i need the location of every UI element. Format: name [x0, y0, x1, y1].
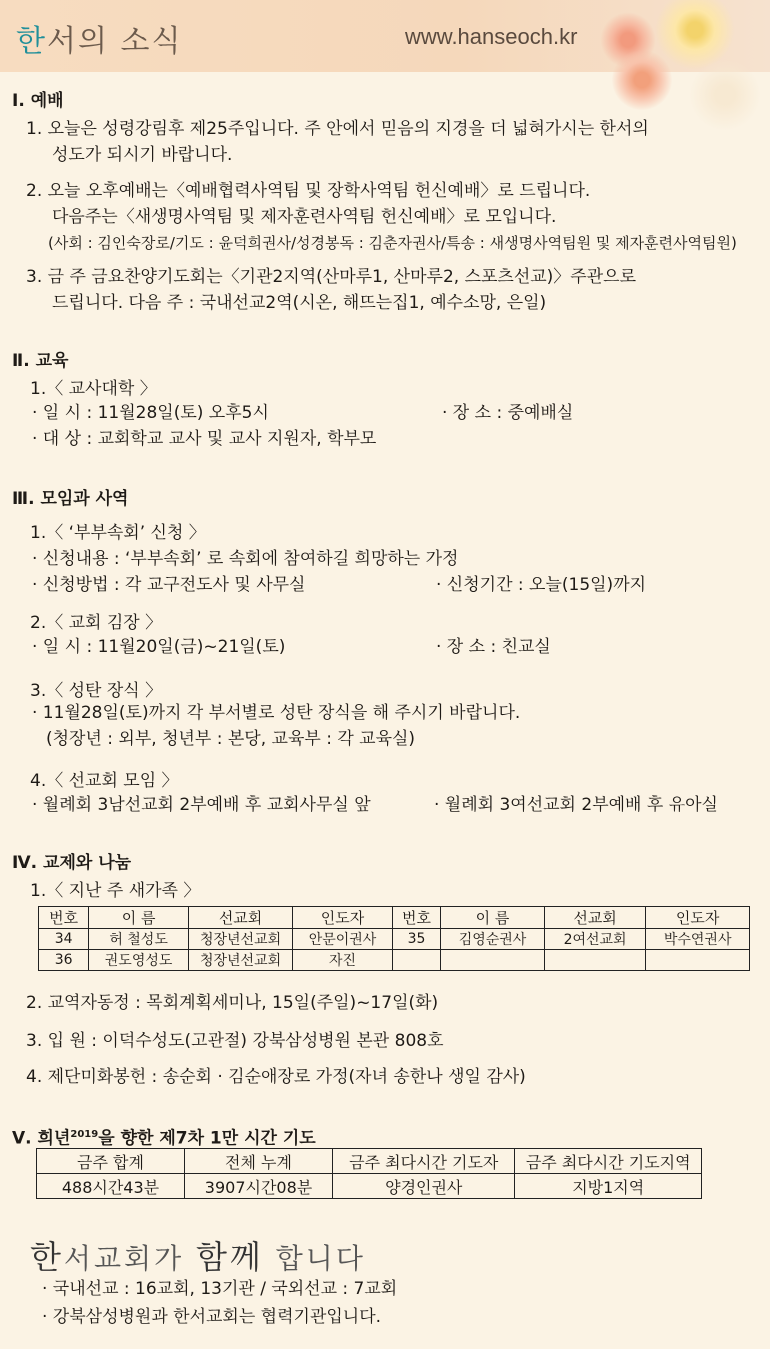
section-1-title: Ⅰ. 예배: [12, 91, 64, 111]
footer-line2: · 강북삼성병원과 한서교회는 협력기관입니다.: [42, 1307, 382, 1327]
section-4-title: Ⅳ. 교제와 나눔: [12, 853, 132, 873]
s1-item2-line1: 2. 오늘 오후예배는〈예배협력사역팀 및 장학사역팀 헌신예배〉로 드립니다.: [26, 181, 591, 201]
prayer-stats-table: [36, 1148, 702, 1199]
table-row: [37, 1174, 702, 1199]
table-header: 번호: [39, 907, 89, 929]
table-cell: 지방1지역: [515, 1174, 702, 1199]
s3-item3-line2: (청장년 : 외부, 청년부 : 본당, 교육부 : 각 교육실): [46, 729, 416, 749]
table-header: 인도자: [293, 907, 393, 929]
table-header: 금주 합계: [37, 1149, 185, 1174]
s1-item1-line1: 1. 오늘은 성령강림후 제25주입니다. 주 안에서 믿음의 지경을 더 넓혀가시는 한서의: [26, 119, 649, 139]
s3-item2: 2.〈 교회 김장 〉: [30, 613, 163, 633]
table-cell: 34: [39, 929, 89, 950]
footer-title: [30, 1232, 366, 1278]
s3-item1-content: · 신청내용 : ‘부부속회’ 로 속회에 참여하길 희망하는 가정: [32, 549, 459, 569]
s3-item3: 3.〈 성탄 장식 〉: [30, 681, 163, 701]
table-cell: 488시간43분: [37, 1174, 185, 1199]
section-2-title: Ⅱ. 교육: [12, 351, 69, 371]
new-family-table: [38, 906, 750, 971]
footer-title-part: 합니다: [263, 1242, 366, 1275]
footer-line1: · 국내선교 : 16교회, 13기관 / 국외선교 : 7교회: [42, 1279, 398, 1299]
s1-item3-line2: 드립니다. 다음 주 : 국내선교2역(시온, 해뜨는집1, 예수소망, 은일): [52, 293, 547, 313]
table-cell: 안문이권사: [293, 929, 393, 950]
table-cell: 35: [392, 929, 440, 950]
table-cell: 청장년선교회: [188, 929, 292, 950]
table-header: 전체 누계: [184, 1149, 332, 1174]
section-3-title: Ⅲ. 모임과 사역: [12, 489, 129, 509]
s1-item2-line3: (사회 : 김인숙장로/기도 : 윤덕희권사/성경봉독 : 김춘자권사/특송 : 새생명사역팀원 및 제자훈련사역팀원): [48, 234, 737, 252]
section-5-title-sup: 2019: [70, 1129, 99, 1140]
s4-item3: 3. 입 원 : 이덕수성도(고관절) 강북삼성병원 본관 808호: [26, 1031, 444, 1051]
table-header: 이 름: [89, 907, 189, 929]
footer-title-part: 서교회가: [63, 1242, 197, 1275]
table-cell: 양경인권사: [333, 1174, 515, 1199]
newsletter-title: [16, 16, 182, 60]
table-cell: 3907시간08분: [184, 1174, 332, 1199]
section-5-title-a: Ⅴ. 희년: [12, 1128, 71, 1149]
table-cell: 2여선교회: [544, 929, 646, 950]
table-cell: 허 철성도: [89, 929, 189, 950]
table-cell: [646, 950, 750, 971]
s4-item1: 1.〈 지난 주 새가족 〉: [30, 881, 201, 901]
s1-item1-line2: 성도가 되시기 바랍니다.: [52, 145, 233, 165]
s2-target: · 대 상 : 교회학교 교사 및 교사 지원자, 학부모: [32, 429, 377, 449]
s4-item4: 4. 제단미화봉헌 : 송순회 · 김순애장로 가정(자녀 송한나 생일 감사): [26, 1067, 526, 1087]
table-cell: [392, 950, 440, 971]
table-header-row: [39, 907, 750, 929]
s1-item2-line2: 다음주는〈새생명사역팀 및 제자훈련사역팀 헌신예배〉로 모입니다.: [52, 207, 557, 227]
section-5-title-b: 을 향한 제7차 1만 시간 기도: [98, 1128, 316, 1149]
s3-item2-date: · 일 시 : 11월20일(금)~21일(토): [32, 637, 286, 657]
title-first-char: 한: [16, 24, 47, 59]
s3-item3-line1: · 11월28일(토)까지 각 부서별로 성탄 장식을 해 주시기 바랍니다.: [32, 703, 521, 723]
section-5-title: [12, 1124, 316, 1150]
s3-item4-women: · 월례회 3여선교회 2부예배 후 유아실: [434, 795, 718, 815]
table-row: [39, 950, 750, 971]
s3-item1-period: · 신청기간 : 오늘(15일)까지: [436, 575, 647, 595]
s3-item2-place: · 장 소 : 친교실: [436, 637, 551, 657]
s2-date: · 일 시 : 11월28일(토) 오후5시: [32, 403, 269, 423]
s3-item4-men: · 월례회 3남선교회 2부예배 후 교회사무실 앞: [32, 795, 371, 815]
s4-item2: 2. 교역자동정 : 목회계획세미나, 15일(주일)~17일(화): [26, 993, 439, 1013]
table-cell: 36: [39, 950, 89, 971]
s3-item4: 4.〈 선교회 모임 〉: [30, 771, 179, 791]
table-cell: 박수연권사: [646, 929, 750, 950]
table-header: 번호: [392, 907, 440, 929]
s3-item1: 1.〈 ‘부부속회’ 신청 〉: [30, 523, 206, 543]
table-header: 선교회: [188, 907, 292, 929]
table-header: 인도자: [646, 907, 750, 929]
s1-item3-line1: 3. 금 주 금요찬양기도회는〈기관2지역(산마루1, 산마루2, 스포츠선교)〉주관으로: [26, 267, 636, 287]
table-cell: [544, 950, 646, 971]
website-url[interactable]: www.hanseoch.kr: [405, 24, 578, 49]
s2-item1: 1.〈 교사대학 〉: [30, 379, 157, 399]
table-cell: 권도영성도: [89, 950, 189, 971]
table-header: 선교회: [544, 907, 646, 929]
table-header-row: [37, 1149, 702, 1174]
table-header: 이 름: [441, 907, 545, 929]
table-row: [39, 929, 750, 950]
table-cell: 김영순권사: [441, 929, 545, 950]
table-cell: 청장년선교회: [188, 950, 292, 971]
footer-title-part: 함께: [196, 1238, 264, 1276]
title-rest: 서의 소식: [46, 24, 183, 59]
footer-title-part: 한: [30, 1238, 64, 1276]
s3-item1-method: · 신청방법 : 각 교구전도사 및 사무실: [32, 575, 306, 595]
table-cell: [441, 950, 545, 971]
s2-place: · 장 소 : 중예배실: [442, 403, 574, 423]
table-header: 금주 최다시간 기도지역: [515, 1149, 702, 1174]
table-header: 금주 최다시간 기도자: [333, 1149, 515, 1174]
table-cell: 자진: [293, 950, 393, 971]
